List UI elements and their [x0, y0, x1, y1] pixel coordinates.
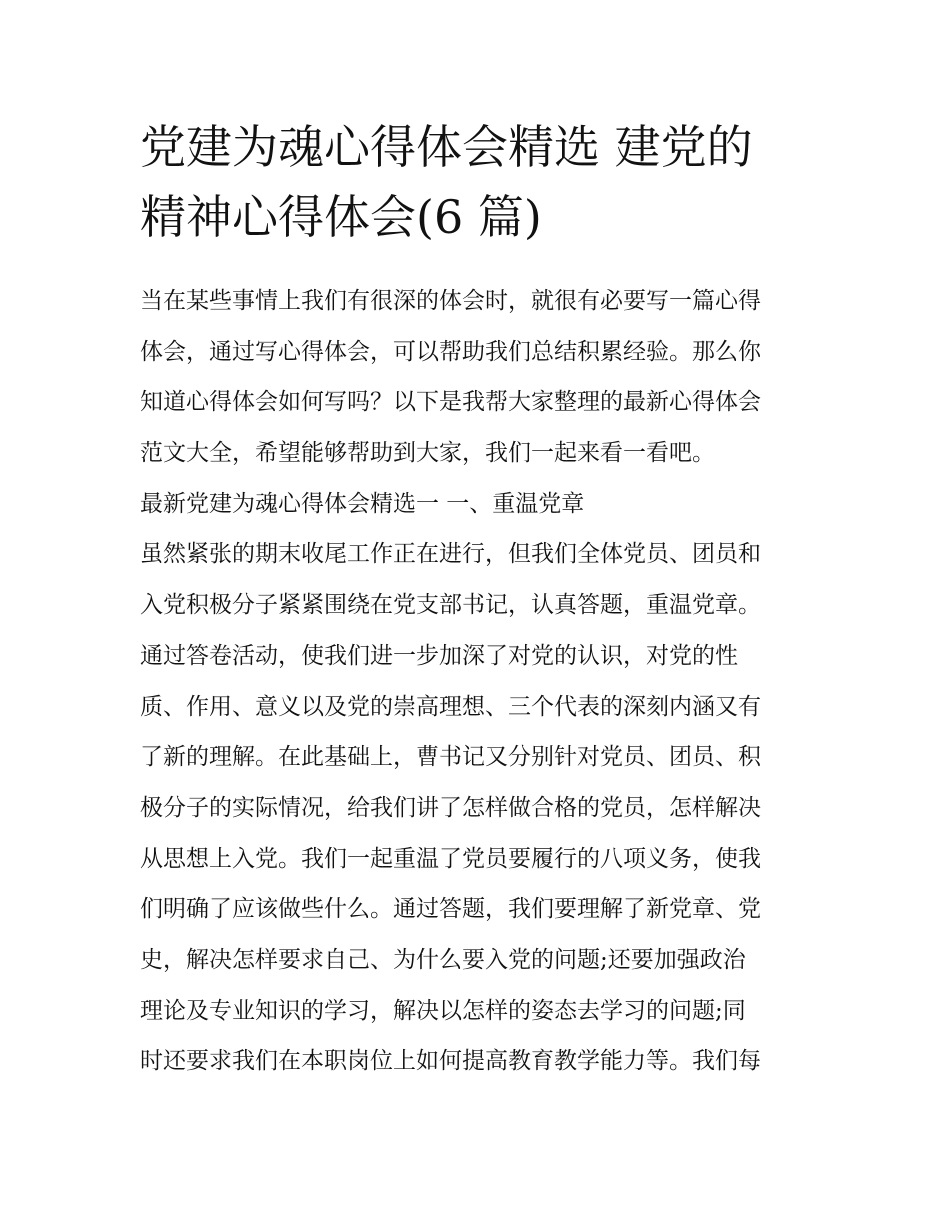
- title-line: 精神心得体会(6 篇): [140, 190, 542, 244]
- section-line: 质、作用、意义以及党的崇高理想、三个代表的深刻内涵又有: [140, 693, 761, 720]
- document-title: [140, 112, 820, 252]
- section-line: 入党积极分子紧紧围绕在党支部书记，认真答题，重温党章。: [140, 592, 761, 619]
- intro-line: 范文大全，希望能够帮助到大家，我们一起来看一看吧。: [140, 440, 715, 467]
- section-line: 虽然紧张的期末收尾工作正在进行，但我们全体党员、团员和: [140, 541, 761, 568]
- section-line: 通过答卷活动，使我们进一步加深了对党的认识，对党的性: [140, 642, 738, 669]
- section-line: 了新的理解。在此基础上，曹书记又分别针对党员、团员、积: [140, 744, 761, 771]
- title-line: 党建为魂心得体会精选 建党的: [140, 120, 753, 174]
- section-line: 们明确了应该做些什么。通过答题，我们要理解了新党章、党: [140, 896, 761, 923]
- intro-line: 体会，通过写心得体会，可以帮助我们总结积累经验。那么你: [140, 338, 761, 365]
- intro-line: 当在某些事情上我们有很深的体会时，就很有必要写一篇心得: [140, 288, 761, 314]
- section-line: 从思想上入党。我们一起重温了党员要履行的八项义务，使我: [140, 845, 761, 872]
- section-line: 理论及专业知识的学习，解决以怎样的姿态去学习的问题;同: [140, 997, 746, 1024]
- section-line: 时还要求我们在本职岗位上如何提高教育教学能力等。我们每: [140, 1048, 761, 1075]
- document-body: [140, 276, 820, 1087]
- section-line: 史，解决怎样要求自己、为什么要入党的问题;还要加强政治: [140, 946, 746, 973]
- section-line: 极分子的实际情况，给我们讲了怎样做合格的党员，怎样解决: [140, 794, 761, 821]
- intro-line: 知道心得体会如何写吗？以下是我帮大家整理的最新心得体会: [140, 389, 761, 416]
- section-heading: 最新党建为魂心得体会精选一 一、重温党章: [140, 490, 585, 517]
